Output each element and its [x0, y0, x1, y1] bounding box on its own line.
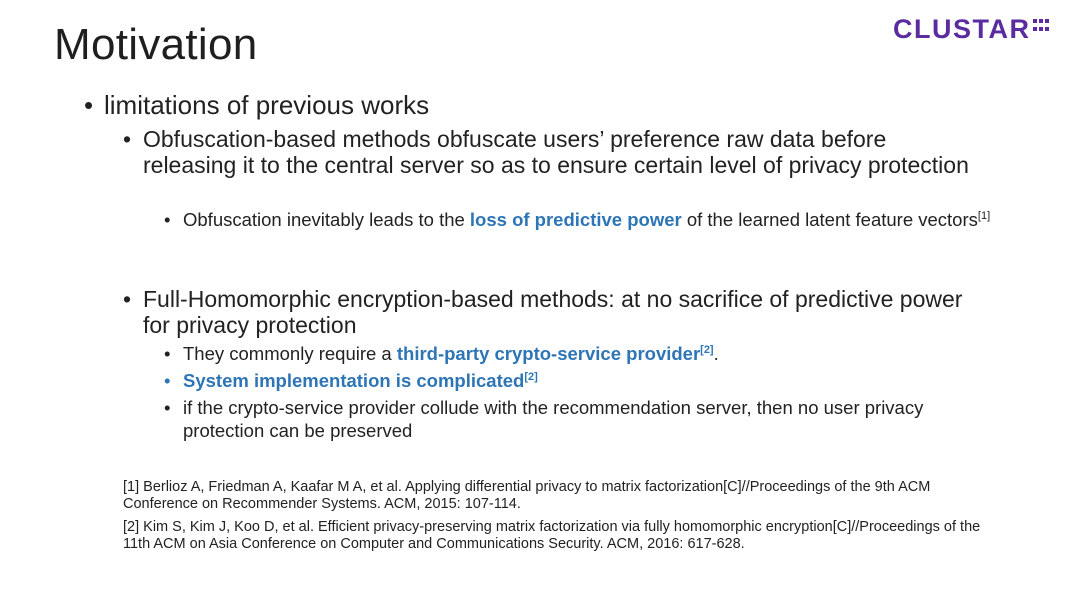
- bullet-fhe-collude: [164, 396, 964, 442]
- bullet-dot-icon: •: [123, 286, 132, 312]
- bullet-obfuscation-loss: [164, 208, 1024, 231]
- logo-dots-icon: [1033, 19, 1053, 33]
- reference-1: [1] Berlioz A, Friedman A, Kaafar M A, et al. Applying differential privacy to matrix factorization[C]//Proceedings of the 9th ACM Conference on Recommender Systems. ACM, 2015: 107-114.: [123, 479, 931, 512]
- bullet-text: [183, 342, 1024, 365]
- bullet-fhe: [123, 286, 983, 338]
- text-segment: They commonly require a: [183, 343, 397, 364]
- bullet-fhe-third-party: [164, 342, 1024, 365]
- bullet-limitations: [84, 90, 429, 120]
- bullet-text: [183, 369, 1024, 392]
- highlight-text: System implementation is complicated: [183, 370, 525, 391]
- bullet-fhe-complicated: [164, 369, 1024, 392]
- references: [123, 479, 1003, 559]
- bullet-text: limitations of previous works: [104, 90, 430, 120]
- citation-ref: [2]: [524, 371, 538, 383]
- bullet-dot-icon: •: [164, 343, 171, 364]
- bullet-dot-icon: •: [164, 370, 171, 391]
- clustar-logo: [893, 14, 1053, 45]
- citation-ref: [1]: [977, 210, 991, 222]
- citation-ref: [2]: [700, 344, 714, 356]
- bullet-dot-icon: •: [84, 90, 94, 120]
- slide-title: Motivation: [54, 20, 258, 69]
- bullet-text: Full-Homomorphic encryption-based methods: at no sacrifice of predictive power for privacy protection: [143, 286, 963, 338]
- text-segment: .: [713, 343, 719, 364]
- reference-2: [2] Kim S, Kim J, Koo D, et al. Efficient privacy-preserving matrix factorization via fully homomorphic encryption[C]//Proceedings of the 11th ACM on Asia Conference on Computer and Communications Security. ACM, 2016: 617-628.: [123, 519, 981, 552]
- highlight-text: loss of predictive power: [469, 209, 682, 230]
- bullet-text: [183, 208, 1024, 231]
- highlight-text: third-party crypto-service provider: [396, 343, 701, 364]
- bullet-dot-icon: •: [164, 397, 171, 418]
- bullet-text: Obfuscation-based methods obfuscate users’ preference raw data before releasing it to the central server so as to ensure certain level of privacy protection: [143, 126, 969, 178]
- bullet-text: if the crypto-service provider collude with the recommendation server, then no user privacy protection can be preserved: [183, 397, 924, 441]
- text-segment: Obfuscation inevitably leads to the: [183, 209, 470, 230]
- bullet-dot-icon: •: [123, 126, 132, 152]
- text-segment: of the learned latent feature vectors: [681, 209, 978, 230]
- bullet-obfuscation: [123, 126, 983, 178]
- logo-text: CLUSTAR: [893, 14, 1031, 44]
- bullet-dot-icon: •: [164, 209, 171, 230]
